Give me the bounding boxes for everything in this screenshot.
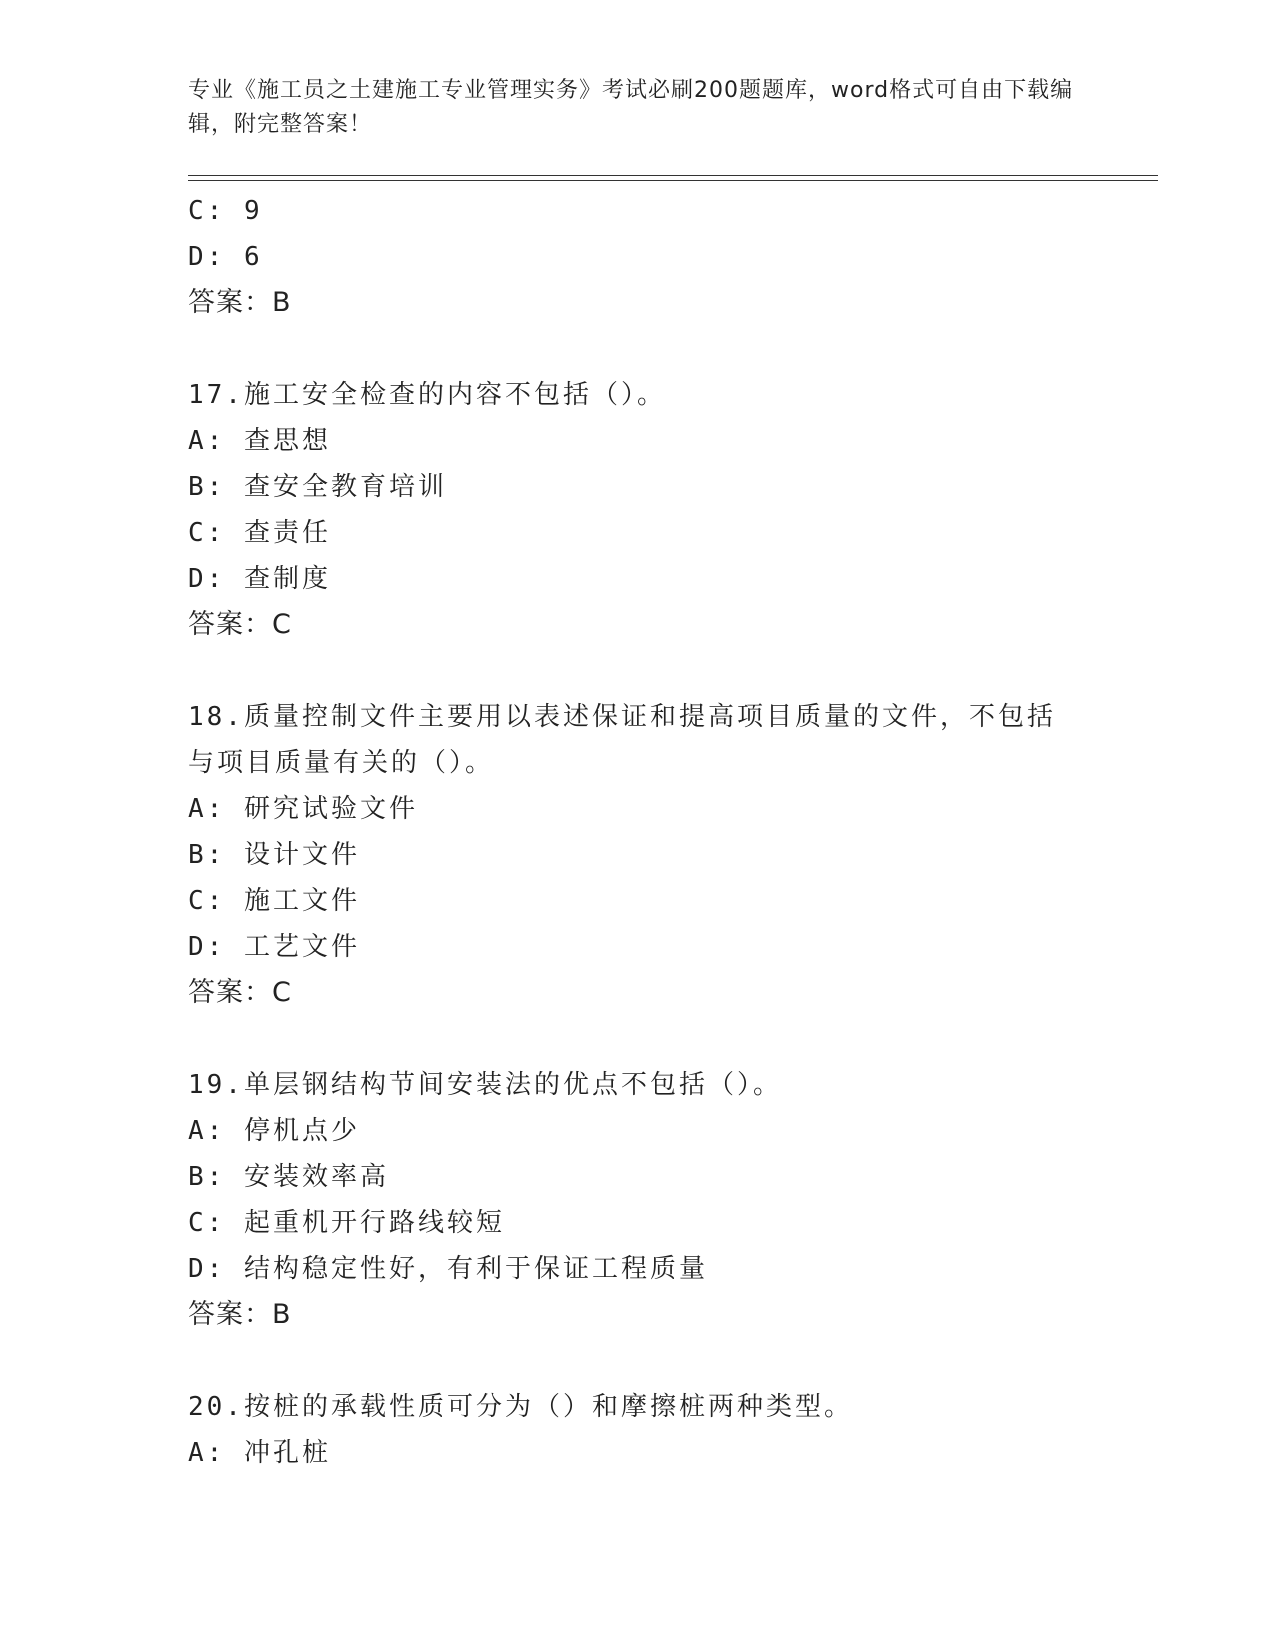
- option-line: B: 安装效率高: [188, 1162, 389, 1192]
- question-title: 18.质量控制文件主要用以表述保证和提高项目质量的文件，不包括与项目质量有关的（）。: [188, 702, 1056, 778]
- option-line: A: 查思想: [188, 426, 331, 456]
- answer-line: 答案：B: [188, 287, 292, 318]
- option-line: A: 研究试验文件: [188, 794, 418, 824]
- spacer: [188, 1016, 1088, 1062]
- question-title: 17.施工安全检查的内容不包括（）。: [188, 380, 666, 410]
- option-line: D: 工艺文件: [188, 932, 360, 962]
- question-content: [188, 188, 1088, 1476]
- spacer: [188, 1338, 1088, 1384]
- option-line: D: 结构稳定性好，有利于保证工程质量: [188, 1254, 708, 1284]
- spacer: [188, 326, 1088, 372]
- option-line: C: 施工文件: [188, 886, 360, 916]
- question-title: 19.单层钢结构节间安装法的优点不包括（）。: [188, 1070, 782, 1100]
- option-line: C: 查责任: [188, 518, 331, 548]
- page-header: 专业《施工员之土建施工专业管理实务》考试必刷200题题库，word格式可自由下载编辑，附完整答案！: [188, 78, 1074, 137]
- option-line: A: 停机点少: [188, 1116, 360, 1146]
- option-line: C: 起重机开行路线较短: [188, 1208, 505, 1238]
- spacer: [188, 648, 1088, 694]
- header-divider-bottom: [188, 180, 1158, 181]
- option-line: B: 设计文件: [188, 840, 360, 870]
- answer-line: 答案：C: [188, 609, 292, 640]
- option-line: A: 冲孔桩: [188, 1438, 331, 1468]
- answer-line: 答案：B: [188, 1299, 292, 1330]
- option-line: D: 查制度: [188, 564, 331, 594]
- option-line: C: 9: [188, 196, 263, 226]
- question-title: 20.按桩的承载性质可分为（）和摩擦桩两种类型。: [188, 1392, 853, 1422]
- option-line: D: 6: [188, 242, 263, 272]
- option-line: B: 查安全教育培训: [188, 472, 447, 502]
- header-divider-top: [188, 175, 1158, 176]
- answer-line: 答案：C: [188, 977, 292, 1008]
